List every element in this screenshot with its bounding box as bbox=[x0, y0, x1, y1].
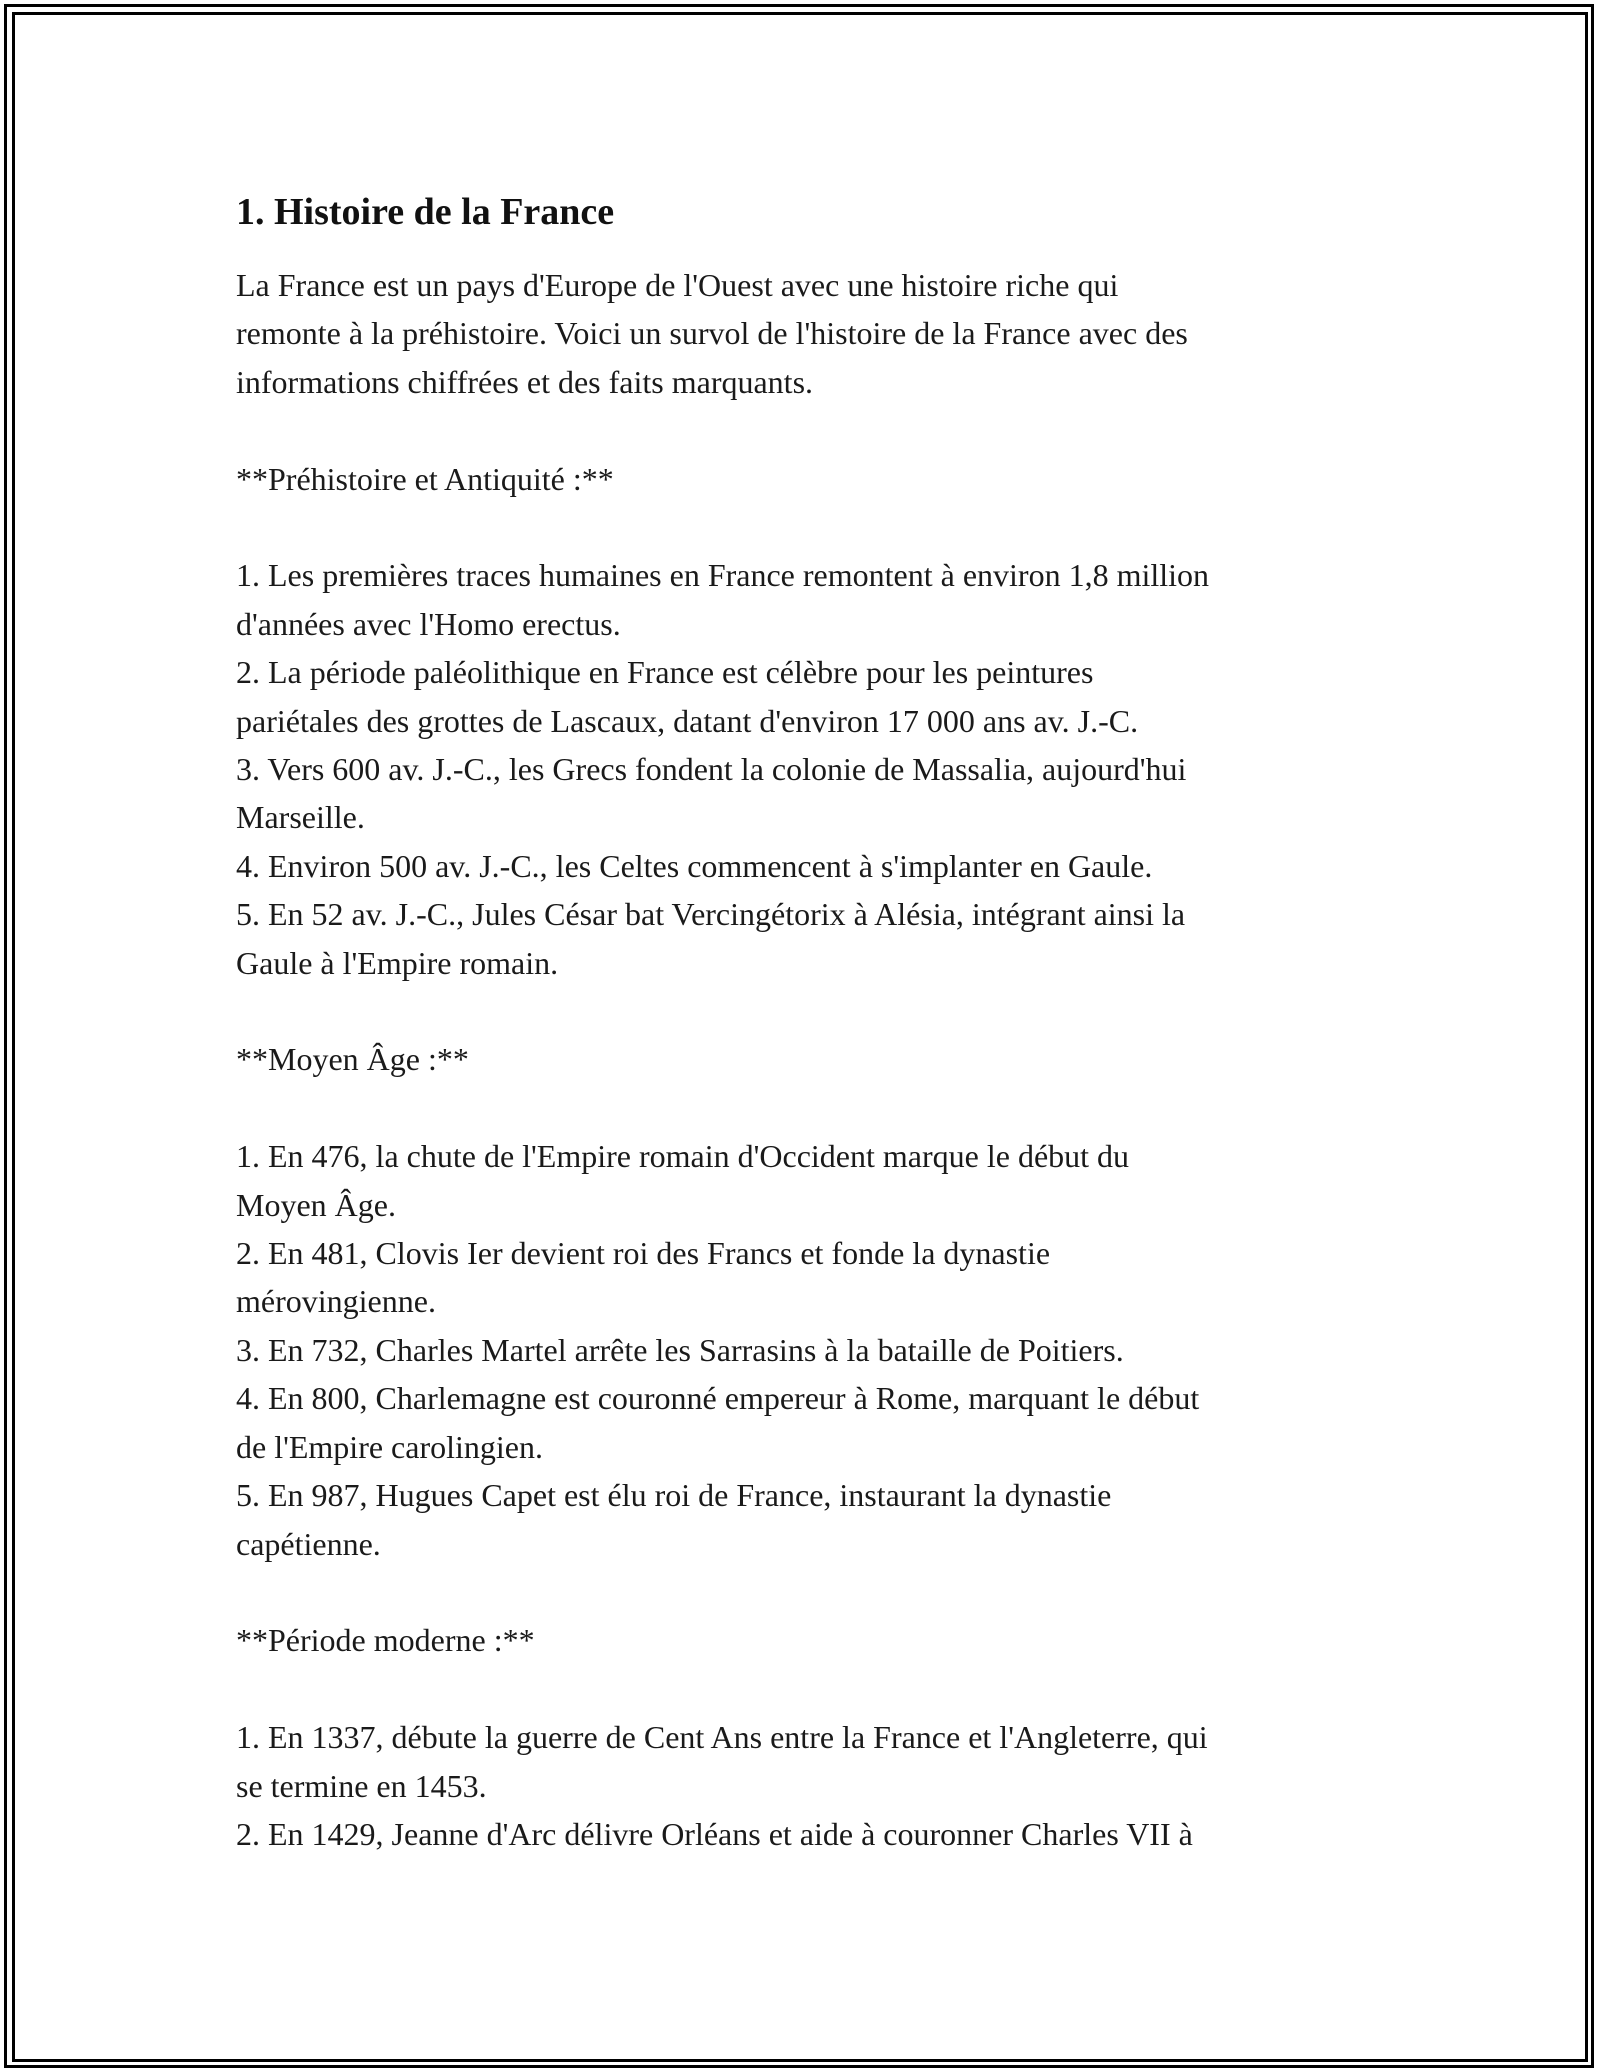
spacer bbox=[236, 1568, 1366, 1616]
list-line: 3. En 732, Charles Martel arrête les Sarrasins à la bataille de Poitiers. bbox=[236, 1331, 1124, 1368]
section-heading-prehistoire bbox=[236, 455, 1366, 503]
spacer bbox=[236, 503, 1366, 551]
list-line: Gaule à l'Empire romain. bbox=[236, 944, 559, 981]
list-line: 4. Environ 500 av. J.-C., les Celtes commencent à s'implanter en Gaule. bbox=[236, 847, 1153, 884]
list-line: Moyen Âge. bbox=[236, 1186, 396, 1223]
list-line: 4. En 800, Charlemagne est couronné empereur à Rome, marquant le début bbox=[236, 1380, 1200, 1417]
section-list-prehistoire bbox=[236, 551, 1366, 987]
list-line: 1. Les premières traces humaines en France remontent à environ 1,8 million bbox=[236, 557, 1210, 594]
list-line: 3. Vers 600 av. J.-C., les Grecs fondent la colonie de Massalia, aujourd'hui bbox=[236, 751, 1187, 788]
section-heading-periode-moderne bbox=[236, 1616, 1366, 1664]
intro-line: La France est un pays d'Europe de l'Ouest avec une histoire riche qui bbox=[236, 267, 1119, 303]
section-heading-moyen-age bbox=[236, 1035, 1366, 1083]
list-line: mérovingienne. bbox=[236, 1283, 436, 1320]
list-line: 1. En 1337, débute la guerre de Cent Ans entre la France et l'Angleterre, qui bbox=[236, 1719, 1208, 1756]
spacer bbox=[236, 1084, 1366, 1132]
section-heading-text: **Préhistoire et Antiquité :** bbox=[236, 460, 614, 497]
intro-line: informations chiffrées et des faits marquants. bbox=[236, 363, 814, 400]
spacer bbox=[236, 1665, 1366, 1713]
list-line: 1. En 476, la chute de l'Empire romain d'Occident marque le début du bbox=[236, 1138, 1130, 1175]
section-heading-text: **Moyen Âge :** bbox=[236, 1041, 469, 1078]
list-line: 2. En 1429, Jeanne d'Arc délivre Orléans et aide à couronner Charles VII à bbox=[236, 1815, 1193, 1852]
document-title: 1. Histoire de la France bbox=[236, 191, 615, 233]
list-line: capétienne. bbox=[236, 1525, 381, 1562]
list-line: se termine en 1453. bbox=[236, 1767, 487, 1804]
section-list-periode-moderne bbox=[236, 1713, 1366, 1858]
section-heading-text: **Période moderne :** bbox=[236, 1622, 535, 1659]
list-line: 5. En 987, Hugues Capet est élu roi de France, instaurant la dynastie bbox=[236, 1477, 1112, 1514]
section-list-moyen-age bbox=[236, 1132, 1366, 1568]
list-line: 2. La période paléolithique en France est célèbre pour les peintures bbox=[236, 654, 1094, 691]
list-line: 5. En 52 av. J.-C., Jules César bat Vercingétorix à Alésia, intégrant ainsi la bbox=[236, 896, 1186, 933]
list-line: d'années avec l'Homo erectus. bbox=[236, 605, 621, 642]
list-line: de l'Empire carolingien. bbox=[236, 1428, 543, 1465]
document-body bbox=[236, 188, 1366, 1858]
spacer bbox=[236, 987, 1366, 1035]
spacer bbox=[236, 406, 1366, 454]
intro-paragraph bbox=[236, 261, 1366, 406]
list-line: Marseille. bbox=[236, 799, 365, 836]
list-line: 2. En 481, Clovis Ier devient roi des Francs et fonde la dynastie bbox=[236, 1235, 1051, 1272]
intro-line: remonte à la préhistoire. Voici un survol de l'histoire de la France avec des bbox=[236, 315, 1188, 352]
list-line: pariétales des grottes de Lascaux, datant d'environ 17 000 ans av. J.-C. bbox=[236, 702, 1139, 739]
